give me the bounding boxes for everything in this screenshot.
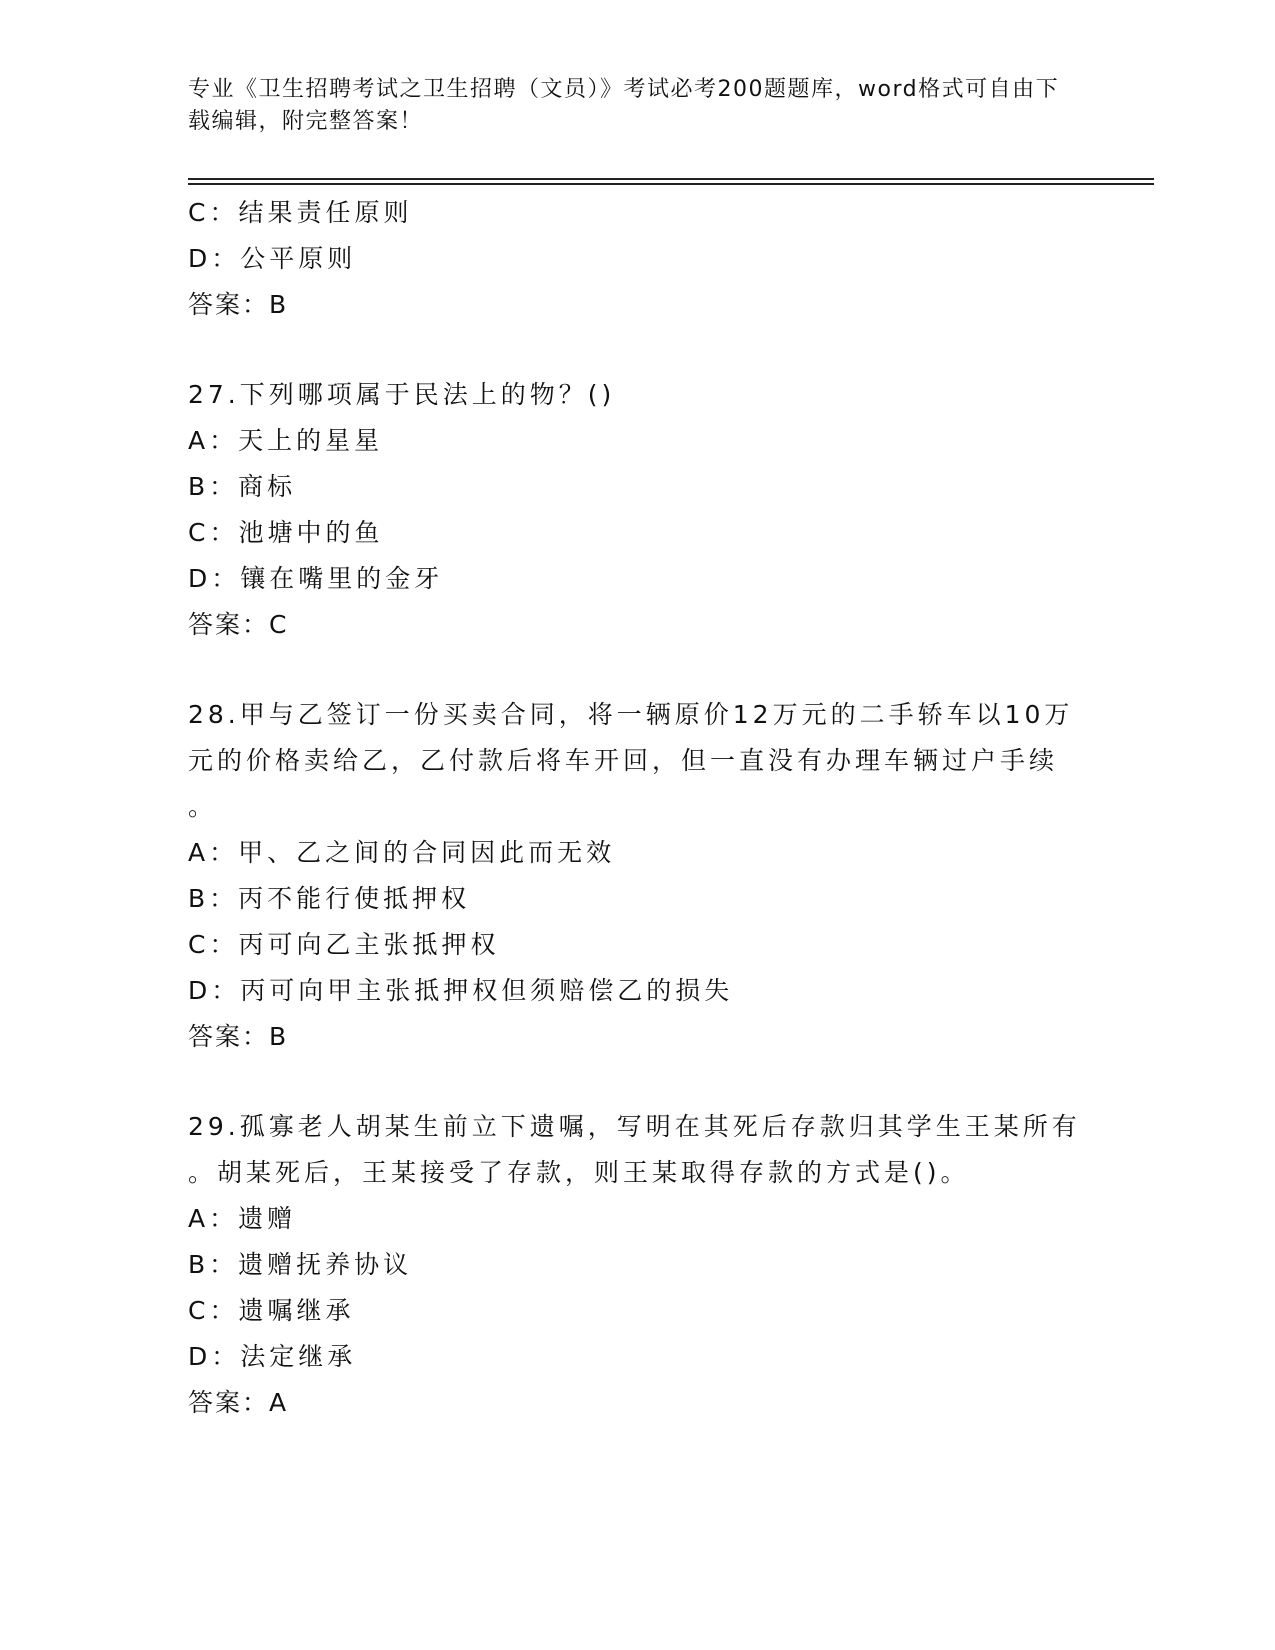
option-a: A：甲、乙之间的合同因此而无效 bbox=[188, 838, 616, 867]
option-a: A：天上的星星 bbox=[188, 426, 384, 455]
option-d: D：法定继承 bbox=[188, 1342, 357, 1371]
option-a: A：遗赠 bbox=[188, 1204, 297, 1233]
option-b: B：商标 bbox=[188, 472, 297, 501]
question-list bbox=[188, 190, 1088, 1426]
question-stem: 27.下列哪项属于民法上的物？() bbox=[188, 380, 616, 409]
option-c: C：丙可向乙主张抵押权 bbox=[188, 930, 500, 959]
option-c: C：池塘中的鱼 bbox=[188, 518, 384, 547]
spacer bbox=[188, 1060, 1088, 1104]
question-stem-line-3: 。 bbox=[188, 792, 218, 821]
spacer bbox=[188, 328, 1088, 372]
option-b: B：丙不能行使抵押权 bbox=[188, 884, 471, 913]
option-b: B：遗赠抚养协议 bbox=[188, 1250, 413, 1279]
option-c: C：结果责任原则 bbox=[188, 198, 413, 227]
question-stem-line-2: 。胡某死后，王某接受了存款，则王某取得存款的方式是()。 bbox=[188, 1158, 970, 1187]
header-rule-top bbox=[188, 178, 1154, 180]
question-28 bbox=[188, 692, 1088, 1060]
answer-line: 答案：B bbox=[188, 1022, 289, 1051]
option-d: D：公平原则 bbox=[188, 244, 357, 273]
header-rule-bottom bbox=[188, 183, 1154, 185]
question-26 bbox=[188, 190, 1088, 328]
question-stem-line-1: 28.甲与乙签订一份买卖合同，将一辆原价12万元的二手轿车以10万 bbox=[188, 700, 1074, 729]
answer-line: 答案：B bbox=[188, 290, 289, 319]
question-stem-line-1: 29.孤寡老人胡某生前立下遗嘱，写明在其死后存款归其学生王某所有 bbox=[188, 1112, 1081, 1141]
option-c: C：遗嘱继承 bbox=[188, 1296, 355, 1325]
question-stem-line-2: 元的价格卖给乙，乙付款后将车开回，但一直没有办理车辆过户手续 bbox=[188, 746, 1059, 775]
document-header bbox=[188, 74, 1068, 138]
spacer bbox=[188, 648, 1088, 692]
option-d: D：丙可向甲主张抵押权但须赔偿乙的损失 bbox=[188, 976, 734, 1005]
answer-line: 答案：C bbox=[188, 610, 289, 639]
question-29 bbox=[188, 1104, 1088, 1426]
header-text: 专业《卫生招聘考试之卫生招聘（文员）》考试必考200题题库，word格式可自由下载编辑，附完整答案！ bbox=[188, 77, 1060, 134]
option-d: D：镶在嘴里的金牙 bbox=[188, 564, 444, 593]
question-27 bbox=[188, 372, 1088, 648]
answer-line: 答案：A bbox=[188, 1388, 289, 1417]
